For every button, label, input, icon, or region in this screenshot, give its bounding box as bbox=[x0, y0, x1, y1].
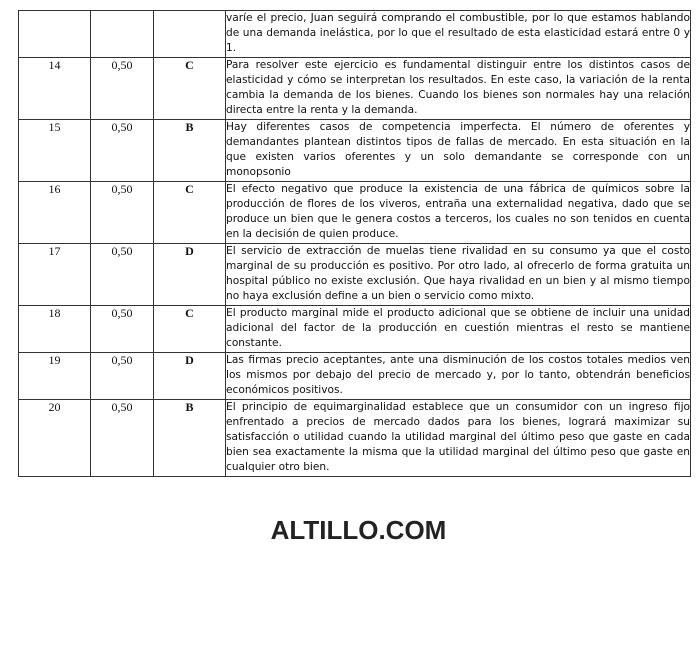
question-number: 20 bbox=[19, 400, 91, 477]
points-value: 0,50 bbox=[91, 182, 154, 244]
question-number: 16 bbox=[19, 182, 91, 244]
answer-explanation: El efecto negativo que produce la existencia de una fábrica de químicos sobre la producción de flores de los viveros, entraña una externalidad negativa, dado que se produce un bien que le genera costos a terceros, los cuales no son tenidos en cuenta en la decisión de quien produce. bbox=[226, 182, 691, 244]
answer-explanation: varíe el precio, Juan seguirá comprando el combustible, por lo que estamos hablando de una demanda inelástica, por lo que el resultado de esta elasticidad estará entre 0 y 1. bbox=[226, 11, 691, 58]
answer-letter: C bbox=[154, 58, 226, 120]
table-row bbox=[19, 306, 691, 353]
table-row bbox=[19, 120, 691, 182]
points-value: 0,50 bbox=[91, 306, 154, 353]
answer-explanation: Hay diferentes casos de competencia imperfecta. El número de oferentes y demandantes plantean distintos tipos de fallas de mercado. En esta situación en la que existen varios oferentes y un solo demandante se corresponde con un monopsonio bbox=[226, 120, 691, 182]
answer-explanation: Para resolver este ejercicio es fundamental distinguir entre los distintos casos de elasticidad y cómo se interpretan los resultados. En este caso, la variación de la renta cambia la demanda de los bienes. Cuando los bienes son normales hay una relación directa entre la renta y la demanda. bbox=[226, 58, 691, 120]
answer-explanation: El servicio de extracción de muelas tiene rivalidad en su consumo ya que el costo marginal de su producción es positivo. Por otro lado, al ofrecerlo de forma gratuita un hospital público no existe exclusión. Que haya rivalidad en un bien y al mismo tiempo no haya exclusión define a un bien o servicio como mixto. bbox=[226, 244, 691, 306]
answer-letter: D bbox=[154, 244, 226, 306]
points-value: 0,50 bbox=[91, 120, 154, 182]
answer-letter: C bbox=[154, 306, 226, 353]
points-value bbox=[91, 11, 154, 58]
points-value: 0,50 bbox=[91, 400, 154, 477]
answer-letter bbox=[154, 11, 226, 58]
site-watermark: ALTILLO.COM bbox=[270, 515, 447, 545]
points-value: 0,50 bbox=[91, 58, 154, 120]
table-row bbox=[19, 400, 691, 477]
table-row bbox=[19, 182, 691, 244]
table-row bbox=[19, 353, 691, 400]
answer-letter: B bbox=[154, 120, 226, 182]
points-value: 0,50 bbox=[91, 353, 154, 400]
answer-letter: B bbox=[154, 400, 226, 477]
question-number: 15 bbox=[19, 120, 91, 182]
question-number: 18 bbox=[19, 306, 91, 353]
question-number bbox=[19, 11, 91, 58]
answer-explanation: Las firmas precio aceptantes, ante una disminución de los costos totales medios ven los mismos por debajo del precio de mercado y, por lo tanto, obtendrán beneficios económicos positivos. bbox=[226, 353, 691, 400]
answer-letter: C bbox=[154, 182, 226, 244]
table-row bbox=[19, 244, 691, 306]
table-row bbox=[19, 11, 691, 58]
table-row bbox=[19, 58, 691, 120]
answer-letter: D bbox=[154, 353, 226, 400]
answer-explanation: El principio de equimarginalidad establece que un consumidor con un ingreso fijo enfrentado a precios de mercado dados para los bienes, logrará maximizar su satisfacción o utilidad cuando la utilidad marginal del último peso que gaste en cada bien sea exactamente la misma que la utilidad marginal del último peso que gaste en cualquier otro bien. bbox=[226, 400, 691, 477]
question-number: 19 bbox=[19, 353, 91, 400]
answer-explanation: El producto marginal mide el producto adicional que se obtiene de incluir una unidad adicional del factor de la producción en cuestión mientras el resto se mantiene constante. bbox=[226, 306, 691, 353]
question-number: 14 bbox=[19, 58, 91, 120]
answers-table bbox=[18, 10, 691, 477]
question-number: 17 bbox=[19, 244, 91, 306]
points-value: 0,50 bbox=[91, 244, 154, 306]
